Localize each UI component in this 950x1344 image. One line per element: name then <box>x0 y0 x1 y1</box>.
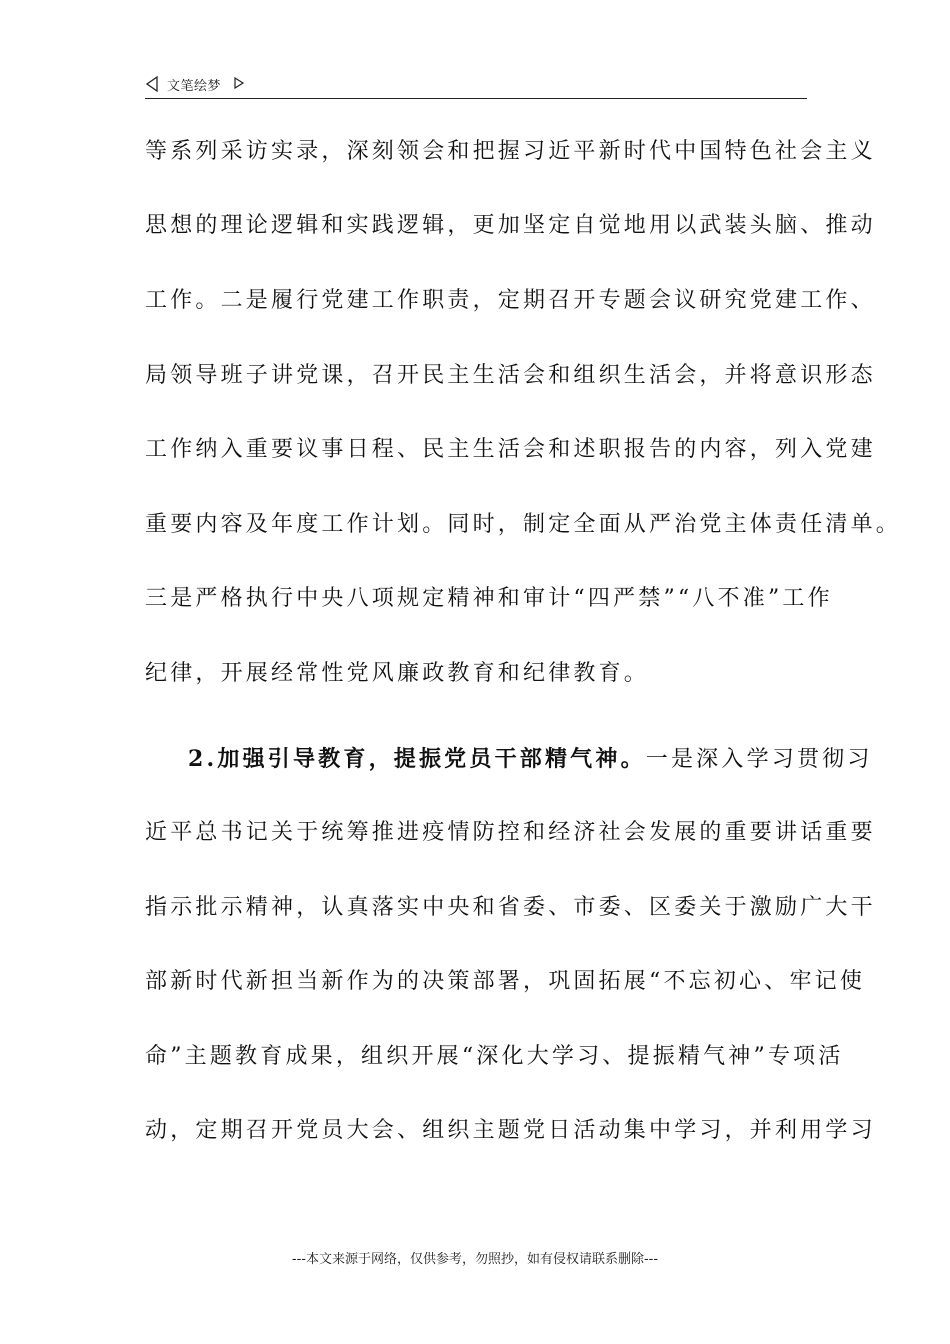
body-line: 纪律，开展经常性党风廉政教育和纪律教育。 <box>145 661 650 686</box>
body-line: 三是严格执行中央八项规定精神和审计“四严禁”“八不准”工作 <box>145 586 833 611</box>
body-line: 重要内容及年度工作计划。同时，制定全面从严治党主体责任清单。 <box>145 512 902 537</box>
brand-name: 文笔绘梦 <box>167 79 222 94</box>
source-disclaimer-footer: ---本文来源于网络，仅供参考，勿照抄，如有侵权请联系删除--- <box>291 1252 659 1267</box>
section-2-first-line <box>188 744 873 775</box>
body-line: 思想的理论逻辑和实践逻辑，更加坚定自觉地用以武装头脑、推动 <box>145 213 876 238</box>
body-line: 命”主题教育成果，组织开展“深化大学习、提振精气神”专项活 <box>145 1044 844 1069</box>
body-line: 部新时代新担当新作为的决策部署，巩固拓展“不忘初心、牢记使 <box>145 969 866 994</box>
body-line: 局领导班子讲党课，召开民主生活会和组织生活会，并将意识形态 <box>145 363 876 388</box>
section-2-heading: 2.加强引导教育，提振党员干部精气神。 <box>188 746 646 772</box>
triangle-right-outline-icon <box>233 76 245 90</box>
body-line: 工作纳入重要议事日程、民主生活会和述职报告的内容，列入党建 <box>145 437 876 462</box>
body-line: 等系列采访实录，深刻领会和把握习近平新时代中国特色社会主义 <box>145 139 876 164</box>
body-line: 指示批示精神，认真落实中央和省委、市委、区委关于激励广大干 <box>145 895 876 920</box>
section-2-first-line-rest: 一是深入学习贯彻习 <box>645 747 873 772</box>
body-line: 近平总书记关于统筹推进疫情防控和经济社会发展的重要讲话重要 <box>145 820 876 845</box>
page-header <box>145 72 807 99</box>
body-line: 动，定期召开党员大会、组织主题党日活动集中学习，并利用学习 <box>145 1118 876 1143</box>
body-line: 工作。二是履行党建工作职责，定期召开专题会议研究党建工作、 <box>145 288 876 313</box>
